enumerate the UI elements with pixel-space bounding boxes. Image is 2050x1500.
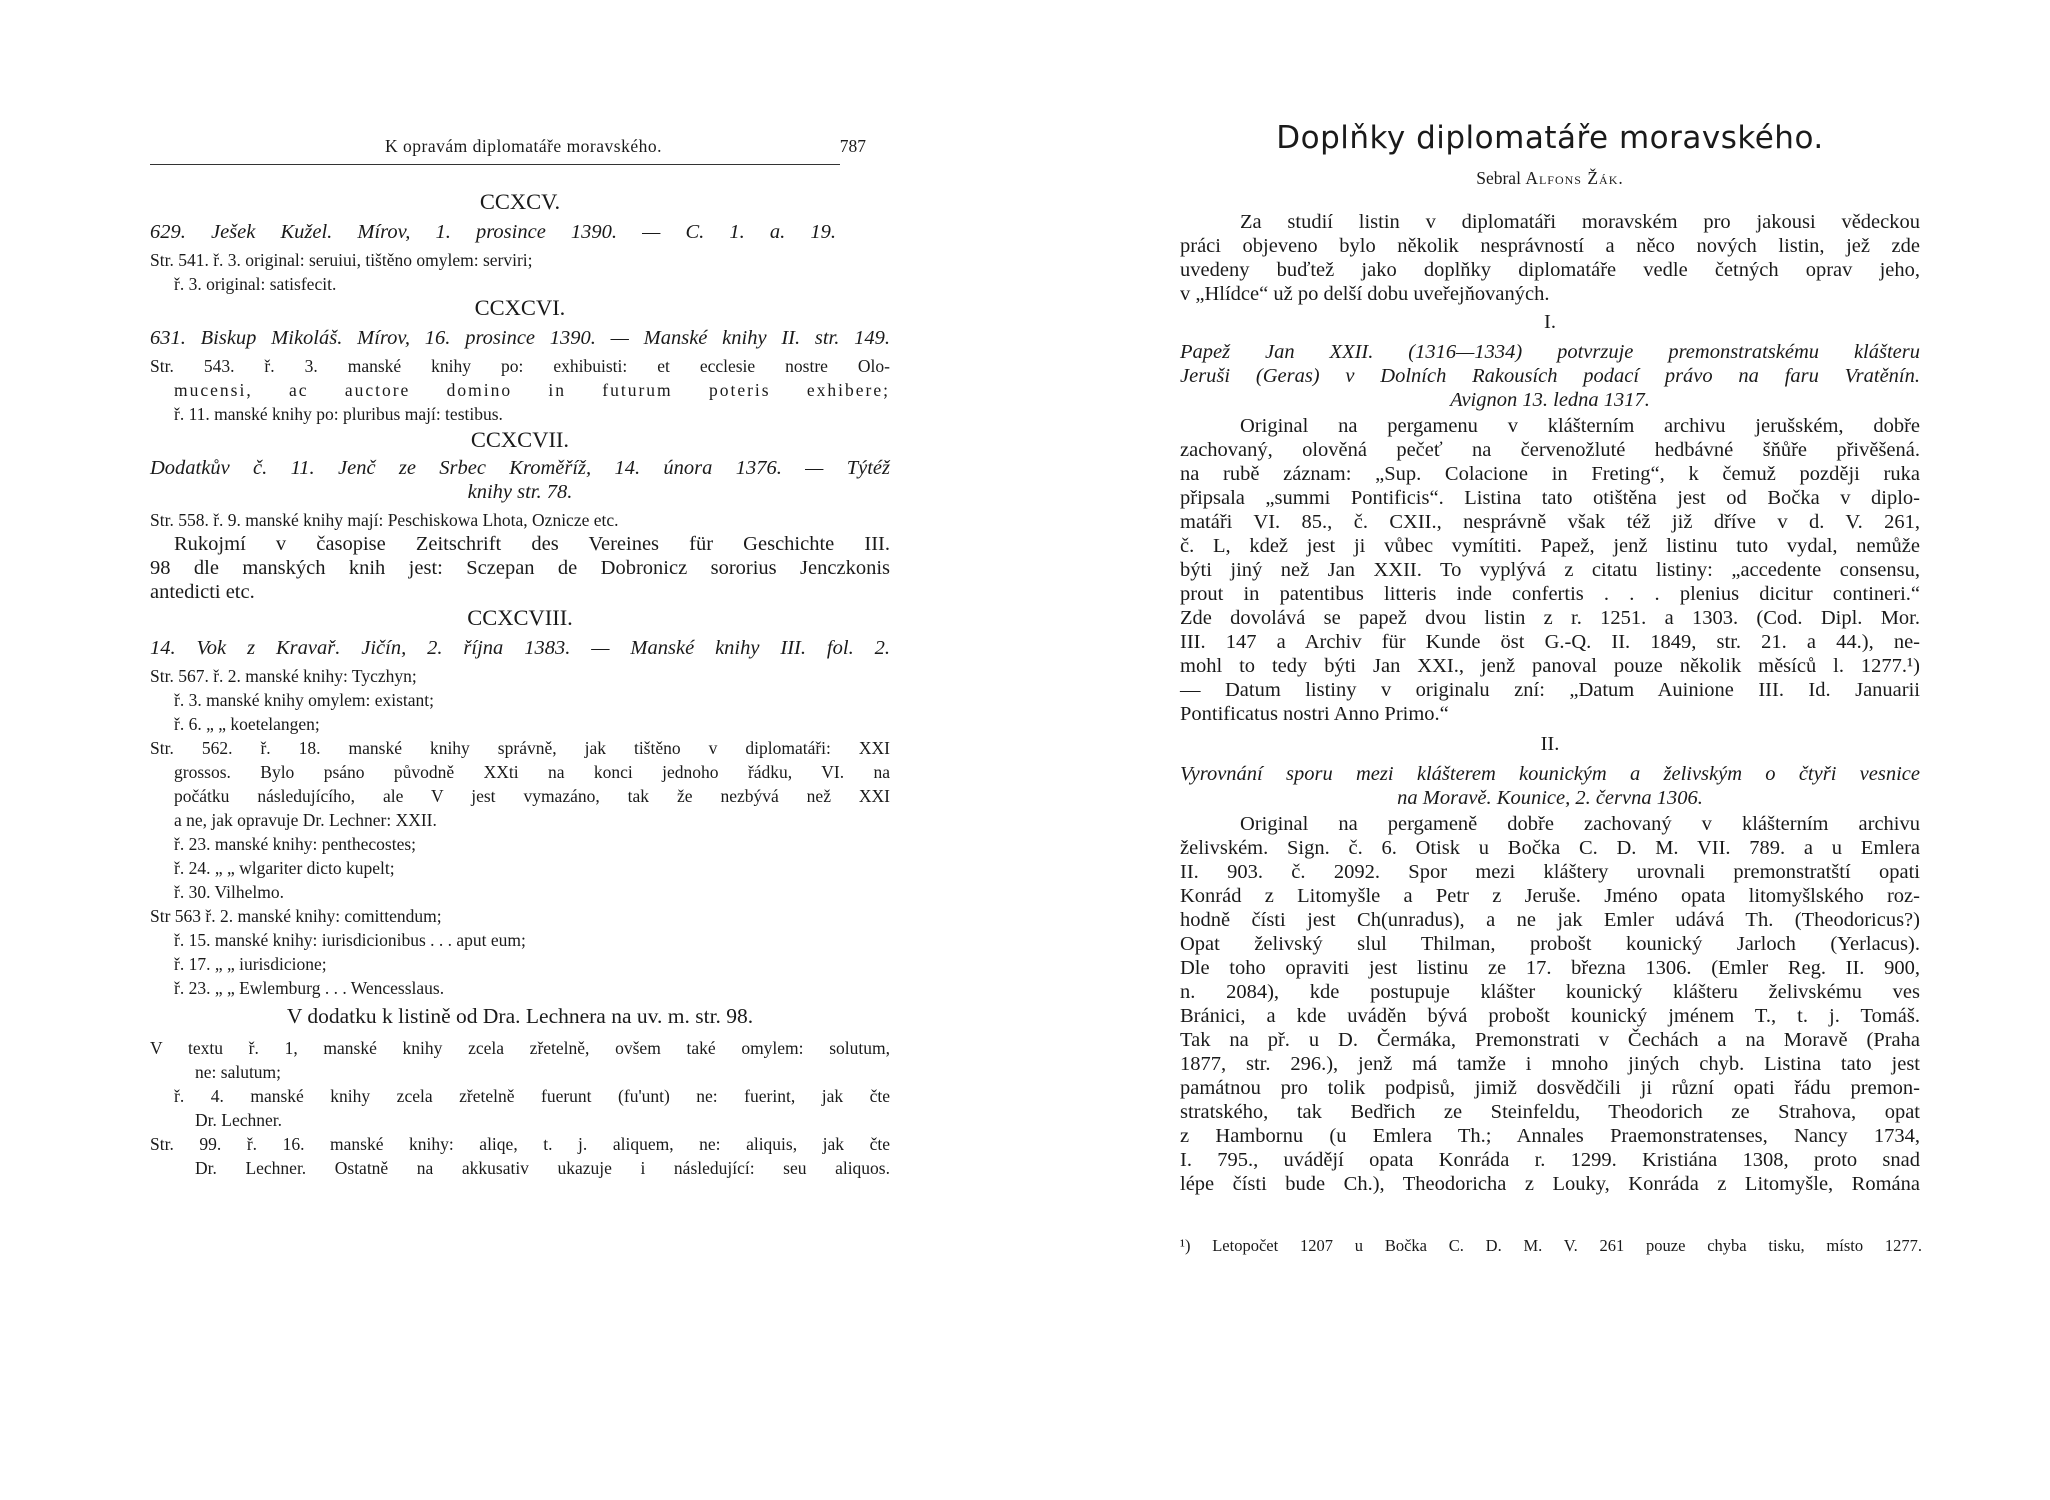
document-header: na Moravě. Kounice, 2. června 1306.: [1397, 787, 1703, 809]
text-line: z Hambornu (u Emlera Th.; Annales Praemonstratenses, Nancy 1734,: [1180, 1125, 1920, 1147]
text-line: lépe čísti bude Ch.), Theodoricha z Louky, Konráda z Litomyšle, Romána: [1180, 1173, 1920, 1195]
text-line: připsala „summi Pontificis“. Listina tato otištěna jest od Bočka v diplo-: [1180, 487, 1920, 509]
text-line: Str. 558. ř. 9. manské knihy mají: Peschiskowa Lhota, Oznicze etc.: [150, 510, 619, 530]
text-line: ne: salutum;: [195, 1062, 282, 1082]
text-line: Str. 567. ř. 2. manské knihy: Tyczhyn;: [150, 666, 417, 686]
text-line: Za studií listin v diplomatáři moravském pro jakousi vědeckou: [1240, 211, 1920, 233]
document-header: knihy str. 78.: [467, 481, 573, 503]
section-heading: CCXCV.: [479, 189, 561, 214]
section-heading: V dodatku k listině od Dra. Lechnera na uv. m. str. 98.: [286, 1004, 754, 1028]
text-line: Opat želivský slul Thilman, probošt kounický Jarloch (Yerlacus).: [1180, 933, 1920, 955]
text-line: mucensi, ac auctore domino in futurum poteris exhibere;: [174, 380, 890, 400]
text-line: ř. 4. manské knihy zcela zřetelně fuerunt (fu'unt) ne: fuerint, jak čte: [174, 1086, 890, 1106]
text-line: II. 903. č. 2092. Spor mezi kláštery urovnali premonstratští opati: [1180, 861, 1920, 883]
text-line: — Datum listiny v originalu zní: „Datum Auinione III. Id. Januarii: [1180, 679, 1920, 701]
document-header: 631. Biskup Mikoláš. Mírov, 16. prosince 1390. — Manské knihy II. str. 149.: [150, 327, 890, 349]
text-line: želivském. Sign. č. 6. Otisk u Bočka C. D. M. VII. 789. a u Emlera: [1180, 837, 1920, 859]
document-header: Dodatkův č. 11. Jenč ze Srbec Kroměříž, 14. února 1376. — Týtéž: [150, 457, 890, 479]
document-header: 629. Ješek Kužel. Mírov, 1. prosince 1390. — C. 1. a. 19.: [150, 221, 836, 243]
text-line: ř. 24. „ „ wlgariter dicto kupelt;: [174, 858, 395, 878]
text-line: ř. 23. „ „ Ewlemburg . . . Wencesslaus.: [174, 978, 445, 998]
text-line: Dr. Lechner.: [195, 1110, 282, 1130]
right-page: [1180, 0, 1920, 1500]
text-line: býti jiný než Jan XXII. To vyplývá z citatu listiny: „accedente consensu,: [1180, 559, 1920, 581]
running-head: [150, 136, 890, 162]
text-line: Str. 543. ř. 3. manské knihy po: exhibuisti: et ecclesie nostre Olo-: [150, 356, 890, 376]
text-line: stratského, tak Bedřich ze Steinfeldu, Theodorich ze Strahova, opat: [1180, 1101, 1920, 1123]
text-line: ř. 30. Vilhelmo.: [174, 882, 284, 902]
text-line: uvedeny buďtež jako doplňky diplomatáře vedle četných oprav jeho,: [1180, 259, 1920, 281]
text-line: na rubě záznam: „Sup. Colacione in Freting“, k čemuž později ruka: [1180, 463, 1920, 485]
document-header: Jeruši (Geras) v Dolních Rakousích podací právo na faru Vratěnín.: [1180, 365, 1920, 387]
text-line: Str. 541. ř. 3. original: seruiui, tištěno omylem: serviri;: [150, 250, 533, 270]
text-line: ř. 15. manské knihy: iurisdicionibus . . . aput eum;: [174, 930, 526, 950]
text-line: Str. 99. ř. 16. manské knihy: aliqe, t. j. aliquem, ne: aliquis, jak čte: [150, 1134, 890, 1154]
text-line: I. 795., uvádějí opata Konráda r. 1299. Kristiána 1308, proto snad: [1180, 1149, 1920, 1171]
running-head-title: K opravám diplomatáře moravského.: [385, 136, 662, 156]
text-line: ř. 3. manské knihy omylem: existant;: [174, 690, 435, 710]
text-line: počátku následujícího, ale V jest vymazáno, tak že nezbývá než XXI: [174, 786, 890, 806]
page-title: Doplňky diplomatáře moravského.: [1276, 120, 1824, 156]
text-line: grossos. Bylo psáno původně XXti na konci jednoho řádku, VI. na: [174, 762, 890, 782]
text-line: V textu ř. 1, manské knihy zcela zřetelně, ovšem také omylem: solutum,: [150, 1038, 890, 1058]
text-line: Original na pergameně dobře zachovaný v klášterním archivu: [1240, 813, 1920, 835]
text-line: Dle toho opraviti jest listinu ze 17. března 1306. (Emler Reg. II. 900,: [1180, 957, 1920, 979]
text-line: ř. 6. „ „ koetelangen;: [174, 714, 320, 734]
text-line: práci objeveno bylo několik nesprávností a něco nových listin, jež zde: [1180, 235, 1920, 257]
text-line: ř. 3. original: satisfecit.: [174, 274, 337, 294]
text-line: Dr. Lechner. Ostatně na akkusativ ukazuje i následující: seu aliquos.: [195, 1158, 890, 1178]
document-header: Avignon 13. ledna 1317.: [1450, 389, 1650, 411]
text-line: č. L, kdež jest ji vůbec vymítiti. Papež, jenž listinu tuto vydal, nemůže: [1180, 535, 1920, 557]
text-line: Konrád z Litomyšle a Petr z Jeruše. Jméno opata litomyšlského roz-: [1180, 885, 1920, 907]
text-line: ř. 23. manské knihy: penthecostes;: [174, 834, 417, 854]
section-heading: CCXCVI.: [474, 295, 566, 320]
text-line: památnou pro tolik podpisů, jimiž dosvědčili ji různí opati řádu premon-: [1180, 1077, 1920, 1099]
text-line: a ne, jak opravuje Dr. Lechner: XXII.: [174, 810, 437, 830]
section-number: II.: [1540, 733, 1560, 755]
text-line: 98 dle manských knih jest: Sczepan de Dobronicz sororius Jenczkonis: [150, 557, 890, 579]
section-heading: CCXCVIII.: [467, 605, 573, 630]
document-header: 14. Vok z Kravař. Jičín, 2. října 1383. — Manské knihy III. fol. 2.: [150, 637, 890, 659]
document-header: Papež Jan XXII. (1316—1334) potvrzuje premonstratskému klášteru: [1180, 341, 1920, 363]
text-line: Str. 562. ř. 18. manské knihy správně, jak tištěno v diplomatáři: XXI: [150, 738, 890, 758]
text-line: 1877, str. 296.), jenž má tamže i mnoho jiných chyb. Listina tato jest: [1180, 1053, 1920, 1075]
text-line: Tak na př. u D. Čermáka, Premonstrati v Čechách a na Moravě (Praha: [1180, 1029, 1920, 1051]
collector-credit: [1180, 168, 1920, 189]
text-line: ř. 11. manské knihy po: pluribus mají: testibus.: [174, 404, 503, 424]
footnote: ¹) Letopočet 1207 u Bočka C. D. M. V. 261 pouze chyba tisku, místo 1277.: [1180, 1236, 1922, 1255]
text-line: Str 563 ř. 2. manské knihy: comittendum;: [150, 906, 442, 926]
collector-name: Alfons Žák.: [1525, 168, 1624, 188]
page-number: 787: [839, 136, 866, 156]
collector-prefix: Sebral: [1476, 168, 1521, 188]
text-line: antedicti etc.: [150, 581, 255, 603]
text-line: Bránici, a kde uváděn bývá probošt kounický jménem T., t. j. Tomáš.: [1180, 1005, 1920, 1027]
section-number: I.: [1544, 311, 1556, 333]
text-line: hodně čísti jest Ch(unradus), a ne jak Emler udává Th. (Theodoricus?): [1180, 909, 1920, 931]
text-line: matáři VI. 85., č. CXII., nesprávně však též již dříve v d. V. 261,: [1180, 511, 1920, 533]
text-line: Zde dovolává se papež dvou listin z r. 1251. a 1303. (Cod. Dipl. Mor.: [1180, 607, 1920, 629]
header-rule: [150, 164, 840, 165]
left-page: [150, 0, 890, 1500]
text-line: III. 147 a Archiv für Kunde öst G.-Q. II. 1849, str. 21. a 44.), ne-: [1180, 631, 1920, 653]
text-line: mohl to tedy býti Jan XXI., jenž panoval pouze několik měsíců l. 1277.¹): [1180, 655, 1920, 677]
text-line: Pontificatus nostri Anno Primo.“: [1180, 703, 1449, 725]
text-line: v „Hlídce“ už po delší dobu uveřejňovaných.: [1180, 283, 1550, 305]
text-line: n. 2084), kde postupuje klášter kounický klášteru želivskému ves: [1180, 981, 1920, 1003]
document-header: Vyrovnání sporu mezi klášterem kounickým a želivským o čtyři vesnice: [1180, 763, 1920, 785]
text-line: ř. 17. „ „ iurisdicione;: [174, 954, 327, 974]
section-heading: CCXCVII.: [470, 427, 570, 452]
text-line: prout in patentibus litteris inde confertis . . . plenius dicitur contineri.“: [1180, 583, 1920, 605]
text-line: Rukojmí v časopise Zeitschrift des Vereines für Geschichte III.: [174, 533, 890, 555]
text-line: Original na pergamenu v klášterním archivu jerušském, dobře: [1240, 415, 1920, 437]
text-line: zachovaný, olověná pečeť na červenožluté hedbávné šňůře přivěšená.: [1180, 439, 1920, 461]
